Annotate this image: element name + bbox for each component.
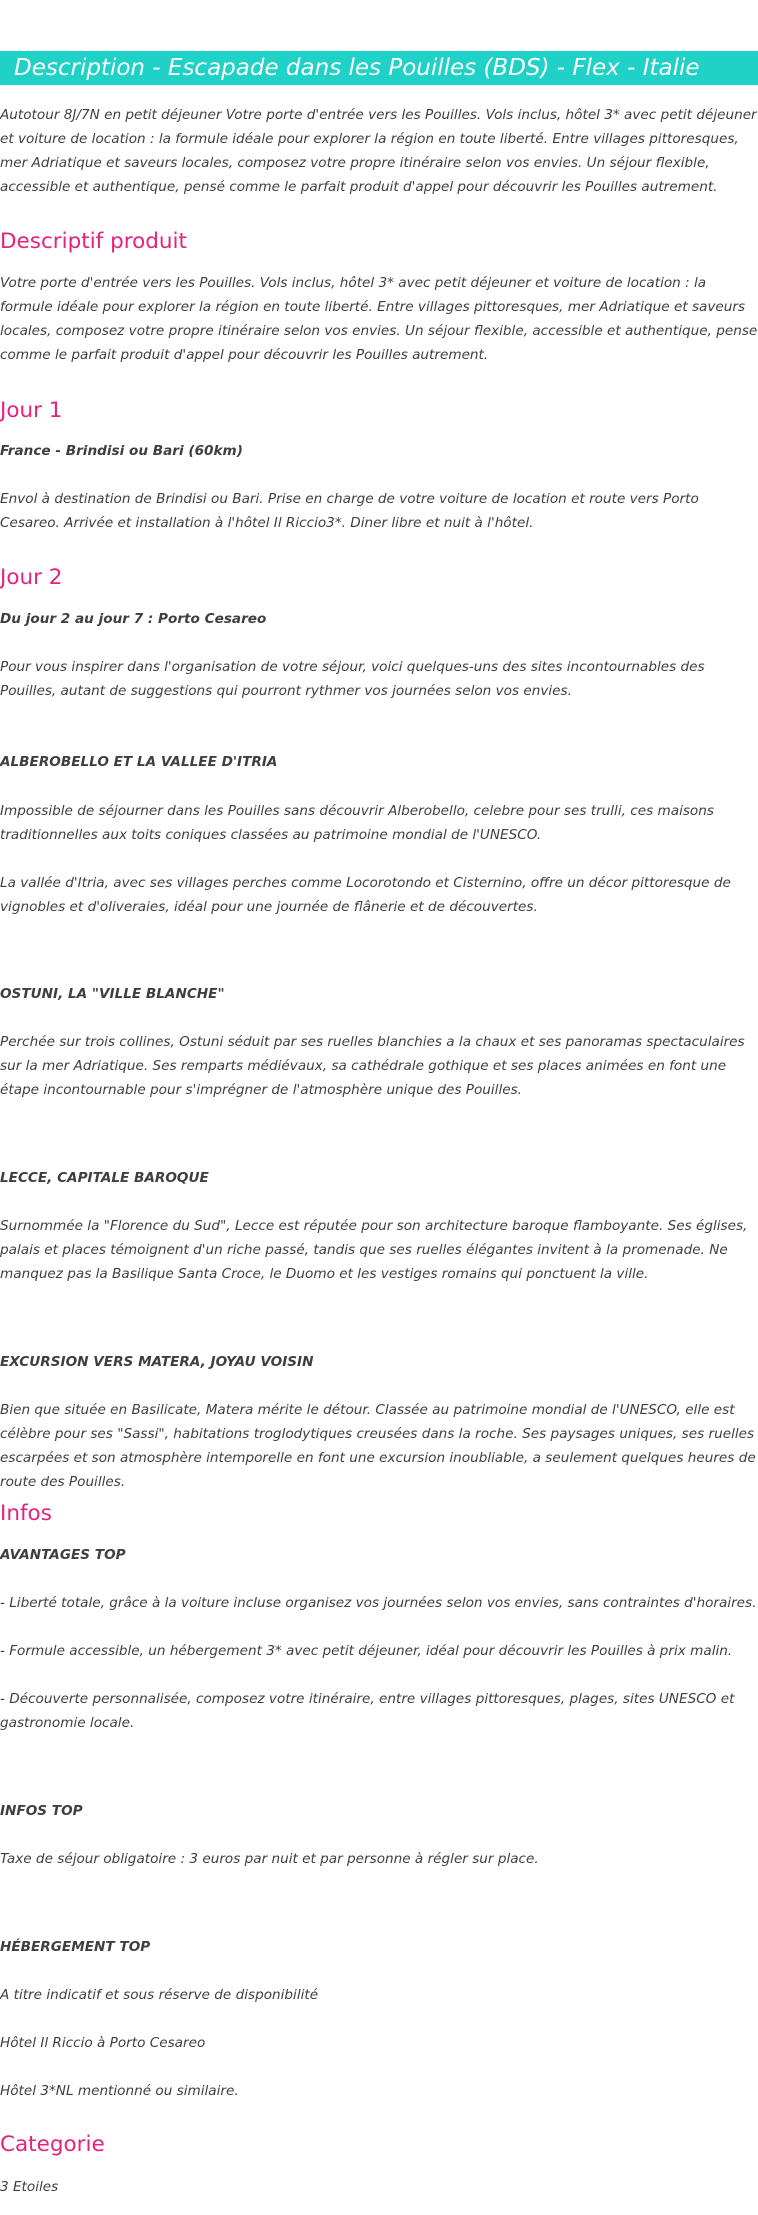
categorie-value: 3 Etoiles [0,2179,59,2195]
hebergement-line: A titre indicatif et sous réserve de disponibilité [0,1987,319,2003]
site-title-lecce: LECCE, CAPITALE BAROQUE [0,1170,209,1186]
categorie-heading: Categorie [0,2132,105,2157]
avantages-title: AVANTAGES TOP [0,1547,126,1563]
infos-top-text: Taxe de séjour obligatoire : 3 euros par nuit et par personne à régler sur place. [0,1851,539,1867]
jour2-subtitle: Du jour 2 au jour 7 : Porto Cesareo [0,611,267,627]
site-text-matera: Bien que située en Basilicate, Matera mérite le détour. Classée au patrimoine mondial de l'UNESCO, elle est célèbre pour ses "Sassi", habitations troglodytiques creusées dans la roche. Ses paysages uniques, ses ruelles escarpées et son atmosphère intemporelle en font une excursion inoubliable, a seulement quelques heures de route des Pouilles. [0,1402,756,1490]
hebergement-line: Hôtel Il Riccio à Porto Cesareo [0,2035,206,2051]
avantage-item: - Formule accessible, un hébergement 3* avec petit déjeuner, idéal pour découvrir les Pouilles à prix malin. [0,1643,733,1659]
jour1-subtitle: France - Brindisi ou Bari (60km) [0,443,243,459]
avantage-item: - Liberté totale, grâce à la voiture incluse organisez vos journées selon vos envies, sans contraintes d'horaires. [0,1595,757,1611]
infos-top-title: INFOS TOP [0,1803,83,1819]
infos-heading: Infos [0,1501,52,1526]
hebergement-title: HÉBERGEMENT TOP [0,1939,151,1955]
hebergement-line: Hôtel 3*NL mentionné ou similaire. [0,2083,239,2099]
page-title: Description - Escapade dans les Pouilles (BDS) - Flex - Italie [0,51,758,85]
jour2-text: Pour vous inspirer dans l'organisation de votre séjour, voici quelques-uns des sites incontournables des Pouilles, autant de suggestions qui pourront rythmer vos journées selon vos envies. [0,659,705,699]
jour1-text: Envol à destination de Brindisi ou Bari. Prise en charge de votre voiture de location et route vers Porto Cesareo. Arrivée et installation à l'hôtel Il Riccio3*. Diner libre et nuit à l'hôtel. [0,491,699,531]
intro-text: Autotour 8J/7N en petit déjeuner Votre porte d'entrée vers les Pouilles. Vols inclus, hôtel 3* avec petit déjeuner et voiture de location : la formule idéale pour explorer la région en toute liberté. Entre villages pittoresques, mer Adriatique et saveurs locales, composez votre propre itinéraire selon vos envies. Un séjour flexible, accessible et authentique, pensé comme le parfait produit d'appel pour découvrir les Pouilles autrement. [0,107,757,195]
site-title-alberobello: ALBEROBELLO ET LA VALLEE D'ITRIA [0,754,278,770]
descriptif-heading: Descriptif produit [0,229,187,254]
site-text-alberobello-1: Impossible de séjourner dans les Pouilles sans découvrir Alberobello, celebre pour ses trulli, ces maisons traditionnelles aux toits coniques classées au patrimoine mondial de l'UNESCO. [0,803,714,843]
jour1-heading: Jour 1 [0,398,63,423]
jour2-heading: Jour 2 [0,565,63,590]
descriptif-text: Votre porte d'entrée vers les Pouilles. Vols inclus, hôtel 3* avec petit déjeuner et voiture de location : la formule idéale pour explorer la région en toute liberté. Entre villages pittoresques, mer Adriatique et saveurs locales, composez votre propre itinéraire selon vos envies. Un séjour flexible, accessible et authentique, pense comme le parfait produit d'appel pour découvrir les Pouilles autrement. [0,275,758,363]
site-title-matera: EXCURSION VERS MATERA, JOYAU VOISIN [0,1354,314,1370]
site-text-lecce: Surnommée la "Florence du Sud", Lecce est réputée pour son architecture baroque flamboyante. Ses églises, palais et places témoignent d'un riche passé, tandis que ses ruelles élégantes invitent à la promenade. Ne manquez pas la Basilique Santa Croce, le Duomo et les vestiges romains qui ponctuent la ville. [0,1218,748,1282]
site-text-ostuni: Perchée sur trois collines, Ostuni séduit par ses ruelles blanchies a la chaux et ses panoramas spectaculaires sur la mer Adriatique. Ses remparts médiévaux, sa cathédrale gothique et ses places animées en font une étape incontournable pour s'imprégner de l'atmosphère unique des Pouilles. [0,1034,745,1098]
avantage-item: - Découverte personnalisée, composez votre itinéraire, entre villages pittoresques, plages, sites UNESCO et gastronomie locale. [0,1691,735,1731]
site-text-alberobello-2: La vallée d'Itria, avec ses villages perches comme Locorotondo et Cisternino, offre un décor pittoresque de vignobles et d'oliveraies, idéal pour une journée de flânerie et de découvertes. [0,875,731,915]
site-title-ostuni: OSTUNI, LA "VILLE BLANCHE" [0,986,225,1002]
